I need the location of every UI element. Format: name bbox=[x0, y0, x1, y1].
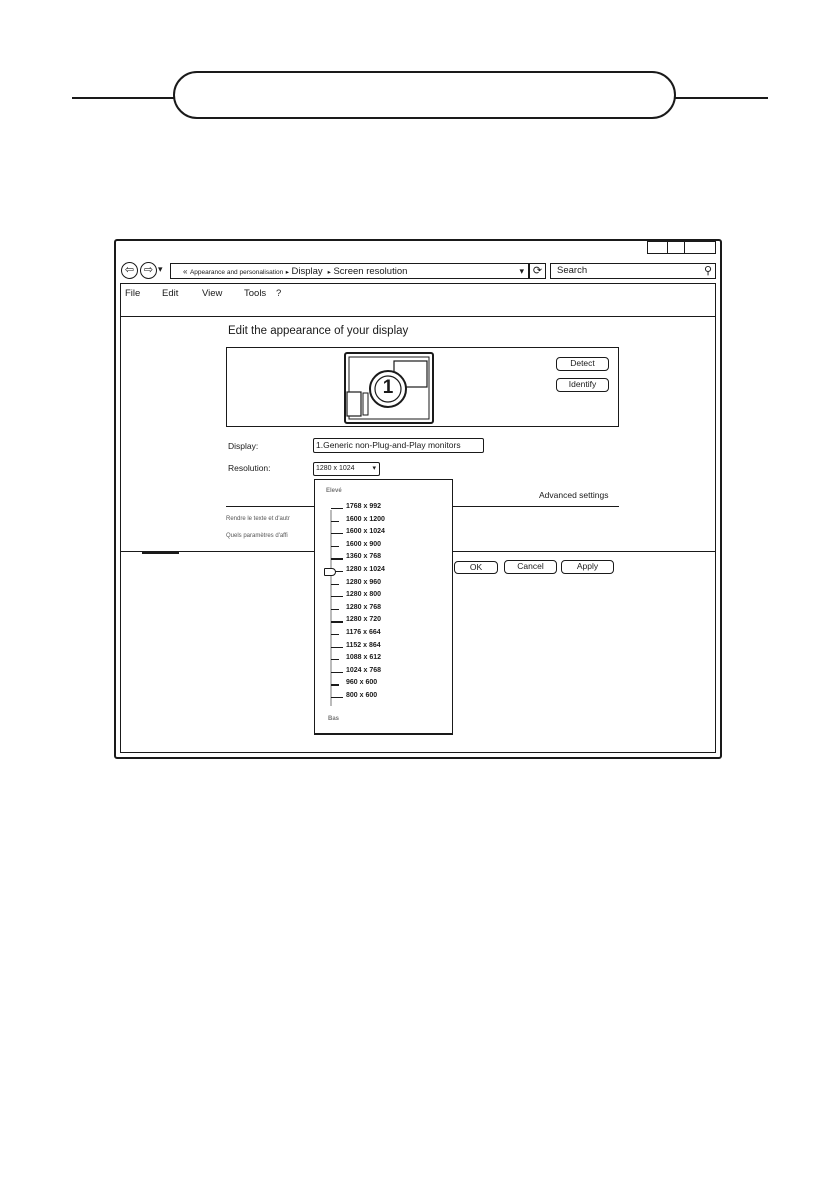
minimize-button[interactable] bbox=[647, 241, 668, 254]
resolution-tick bbox=[331, 533, 343, 534]
resolution-tick bbox=[331, 634, 339, 635]
menu-edit[interactable]: Edit bbox=[162, 288, 179, 299]
menu-help[interactable]: ? bbox=[276, 288, 282, 299]
resolution-option-label: 1280 x 1024 bbox=[346, 566, 385, 573]
close-button[interactable] bbox=[684, 241, 716, 254]
address-dropdown-icon[interactable]: ▾ bbox=[519, 266, 524, 276]
address-overflow-icon: « bbox=[183, 267, 188, 276]
resolution-option-label: 1280 x 720 bbox=[346, 616, 382, 624]
menu-view[interactable]: View bbox=[202, 288, 223, 299]
resolution-select[interactable] bbox=[313, 462, 380, 476]
resolution-option-label: 1280 x 960 bbox=[346, 578, 382, 586]
detect-button[interactable]: Detect bbox=[556, 357, 609, 371]
resolution-option[interactable] bbox=[328, 515, 418, 527]
resolution-option[interactable] bbox=[328, 527, 418, 539]
resolution-option[interactable] bbox=[328, 628, 418, 640]
resolution-option-label: 1600 x 900 bbox=[346, 540, 382, 548]
resolution-option-label: 1768 x 992 bbox=[346, 503, 382, 510]
apply-button[interactable]: Apply bbox=[561, 560, 614, 574]
resolution-tick bbox=[331, 521, 339, 522]
resolution-option[interactable] bbox=[328, 666, 418, 678]
resolution-option[interactable] bbox=[328, 678, 418, 690]
resolution-option[interactable] bbox=[328, 565, 418, 577]
ok-button[interactable]: OK bbox=[454, 561, 498, 574]
resolution-tick bbox=[331, 659, 339, 660]
display-select[interactable]: 1.Generic non-Plug-and-Play monitors bbox=[313, 438, 484, 453]
search-placeholder: Search bbox=[557, 265, 588, 276]
resolution-option[interactable] bbox=[328, 502, 418, 514]
footer-separator-accent bbox=[142, 552, 179, 554]
breadcrumb-appearance[interactable]: Appearance and personalisation bbox=[189, 269, 284, 276]
refresh-icon[interactable]: ⟳ bbox=[529, 263, 546, 279]
resolution-option-label: 960 x 600 bbox=[346, 679, 378, 687]
identify-button[interactable]: Identify bbox=[556, 378, 609, 392]
search-icon[interactable]: ⚲ bbox=[703, 265, 712, 277]
resolution-tick bbox=[331, 684, 339, 685]
resolution-option[interactable] bbox=[328, 552, 418, 564]
breadcrumb-display[interactable]: Display bbox=[291, 266, 323, 277]
breadcrumb-arrow-icon: ▸ bbox=[327, 269, 331, 276]
resolution-tick bbox=[331, 546, 339, 547]
search-input[interactable] bbox=[550, 263, 716, 279]
resolution-option-label: 1600 x 1024 bbox=[346, 528, 385, 536]
high-label: Elevé bbox=[326, 488, 342, 494]
resolution-option[interactable] bbox=[328, 590, 418, 602]
resolution-option[interactable] bbox=[328, 578, 418, 590]
resolution-option[interactable] bbox=[328, 641, 418, 653]
resolution-tick bbox=[331, 609, 339, 610]
resolution-option[interactable] bbox=[328, 653, 418, 665]
nav-history-dropdown-icon[interactable]: ▾ bbox=[158, 264, 163, 274]
resolution-option-label: 1280 x 800 bbox=[346, 591, 382, 599]
resolution-tick bbox=[331, 647, 343, 648]
resolution-option[interactable] bbox=[328, 691, 418, 703]
resolution-tick bbox=[331, 508, 343, 509]
resolution-tick bbox=[331, 558, 343, 559]
breadcrumb-screen-resolution[interactable]: Screen resolution bbox=[333, 266, 408, 277]
resolution-select-value: 1280 x 1024 bbox=[316, 465, 355, 472]
page-title: Edit the appearance of your display bbox=[228, 325, 409, 337]
resolution-option-label: 1280 x 768 bbox=[346, 603, 382, 611]
resolution-tick bbox=[331, 584, 339, 585]
resolution-option-label: 1152 x 864 bbox=[346, 641, 381, 649]
resolution-option-label: 1176 x 664 bbox=[346, 629, 381, 636]
display-settings-link[interactable]: Quels paramètres d'affi bbox=[226, 533, 288, 539]
back-icon[interactable]: ⇦ bbox=[121, 262, 138, 279]
low-label: Bas bbox=[328, 716, 340, 722]
header-rule-right bbox=[675, 97, 768, 99]
display-label: Display: bbox=[228, 441, 259, 451]
forward-icon[interactable]: ⇨ bbox=[140, 262, 157, 279]
resolution-option-label: 1360 x 768 bbox=[346, 553, 382, 561]
resolution-option-label: 800 x 600 bbox=[346, 692, 378, 699]
resolution-slider-thumb[interactable] bbox=[324, 568, 336, 576]
resolution-tick bbox=[331, 697, 343, 698]
resolution-option-label: 1600 x 1200 bbox=[346, 515, 385, 523]
maximize-button[interactable] bbox=[667, 241, 685, 254]
cancel-button[interactable]: Cancel bbox=[504, 560, 557, 574]
resolution-option-label: 1088 x 612 bbox=[346, 654, 382, 662]
menu-tools[interactable]: Tools bbox=[244, 288, 267, 299]
advanced-settings-link[interactable]: Advanced settings bbox=[539, 490, 609, 500]
resolution-option[interactable] bbox=[328, 540, 418, 552]
resolution-tick bbox=[331, 596, 343, 597]
resolution-tick bbox=[331, 672, 343, 673]
menu-file[interactable]: File bbox=[125, 288, 141, 299]
resolution-tick bbox=[331, 621, 343, 622]
resolution-option[interactable] bbox=[328, 603, 418, 615]
resolution-option-label: 1024 x 768 bbox=[346, 666, 382, 674]
monitor-number: 1 bbox=[382, 377, 394, 398]
resolution-option[interactable] bbox=[328, 615, 418, 627]
text-size-link[interactable]: Rendre le texte et d'autr bbox=[226, 516, 290, 522]
menu-separator bbox=[120, 316, 716, 317]
resolution-label: Resolution: bbox=[228, 463, 271, 473]
breadcrumb-arrow-icon: ▸ bbox=[285, 269, 289, 276]
chevron-down-icon: ▾ bbox=[372, 465, 376, 472]
header-rule-left bbox=[72, 97, 174, 99]
address-bar[interactable] bbox=[170, 263, 529, 279]
header-title-pill bbox=[173, 71, 676, 119]
